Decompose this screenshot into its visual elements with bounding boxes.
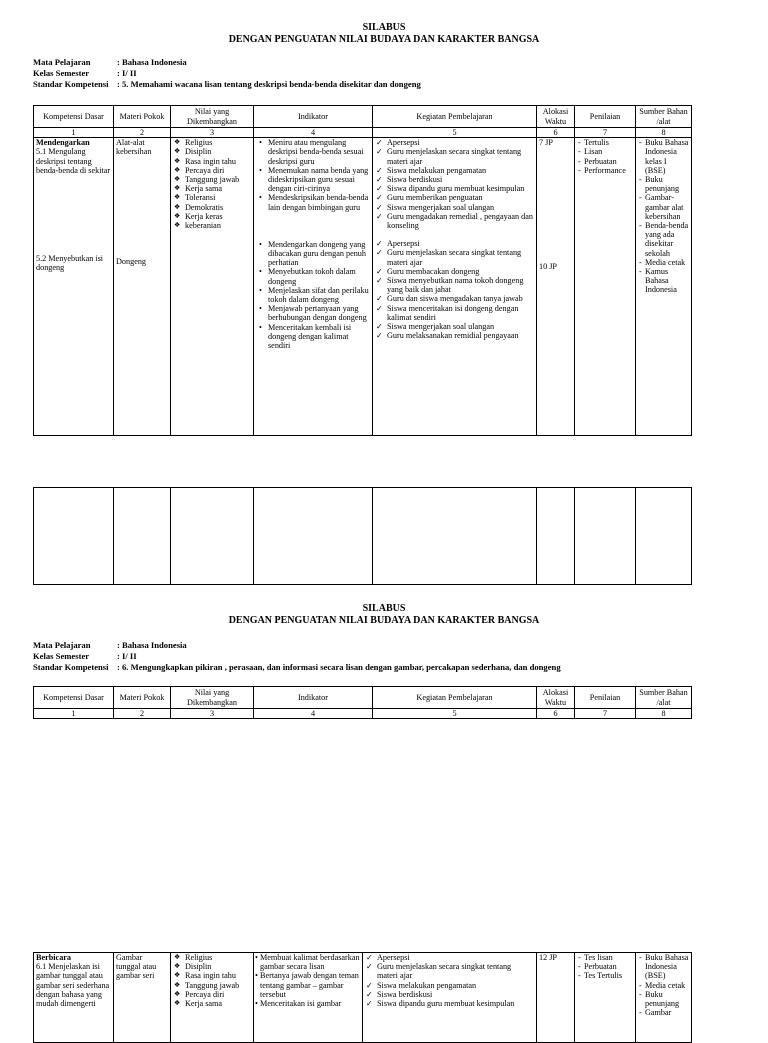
col-number: 3 <box>171 709 254 719</box>
alokasi-value: 7 JP <box>539 138 553 148</box>
list-item: ✓ Siswa mengerjakan soal ulangan <box>375 322 534 331</box>
kegiatan-list <box>375 138 534 230</box>
col-number: 6 <box>537 128 575 138</box>
header-indikator: Indikator <box>254 687 373 709</box>
nilai-cell <box>171 138 254 436</box>
silabus-subtitle: DENGAN PENGUATAN NILAI BUDAYA DAN KARAKTER BANGSA <box>228 615 540 626</box>
sk-label: Standar Kompetensi <box>33 79 109 89</box>
sumber-cell <box>636 953 692 1043</box>
header-sumber: Sumber Bahan /alat <box>636 106 692 128</box>
indikator-list <box>256 953 360 1008</box>
silabus-subtitle: DENGAN PENGUATAN NILAI BUDAYA DAN KARAKTER BANGSA <box>228 34 540 45</box>
list-item: • Mendengarkan dongeng yang dibacakan guru dengan penuh perhatian <box>256 240 370 268</box>
silabus-table-1 <box>33 105 692 436</box>
kelas-label: Kelas Semester <box>33 68 90 78</box>
nilai-cell <box>171 953 254 1043</box>
number-row <box>34 128 692 138</box>
list-item: ❖ Disiplin <box>173 147 251 156</box>
list-item: • Menjawab pertanyaan yang berhubungan dengan dongeng <box>256 304 370 322</box>
sk-value: : 5. Memahami wacana lisan tentang deskripsi benda-benda disekitar dan dongeng <box>117 79 421 89</box>
kd-item: 6.1 Menjelaskan isi gambar tunggal atau gambar seri sederhana dengan bahasa yang mudah dimengerti <box>36 962 110 1009</box>
list-item: ✓ Siswa berdiskusi <box>365 990 534 999</box>
list-item: - Gambar-gambar alat kebersihan <box>638 193 689 221</box>
list-item: - Kamus Bahasa Indonesia <box>638 267 689 295</box>
list-item: ❖ Rasa ingin tahu <box>173 157 251 166</box>
list-item: ✓ Guru dan siswa mengadakan tanya jawab <box>375 294 534 303</box>
silabus-table-3 <box>33 952 692 1043</box>
list-item: - Tertulis <box>577 138 633 147</box>
materi-cell <box>114 953 171 1043</box>
list-item: ❖ Rasa ingin tahu <box>173 971 251 980</box>
materi-item: Gambar tunggal atau gambar seri <box>116 953 157 981</box>
list-item: ✓ Guru memberikan penguatan <box>375 193 534 202</box>
list-item: • Menemukan nama benda yang dideskripsikan guru sesuai dengan ciri-cirinya <box>256 166 370 194</box>
penilaian-cell <box>575 953 636 1043</box>
kd-item: 5.2 Menyebutkan isi dongeng <box>36 254 104 273</box>
col-number: 8 <box>636 709 692 719</box>
list-item: ❖ Demokratis <box>173 203 251 212</box>
header-materi: Materi Pokok <box>114 687 171 709</box>
header-kegiatan: Kegiatan Pembelajaran <box>373 106 537 128</box>
empty-cell <box>254 488 373 585</box>
header-kd: Kompetensi Dasar <box>34 106 114 128</box>
list-item: ✓ Siswa mengerjakan soal ulangan <box>375 203 534 212</box>
alokasi-cell <box>537 138 575 436</box>
penilaian-list <box>577 953 633 981</box>
list-item: ❖ Tanggung jawab <box>173 175 251 184</box>
header-nilai: Nilai yang Dikembangkan <box>171 106 254 128</box>
empty-cell <box>114 488 171 585</box>
list-item: ✓ Siswa melakukan pengamatan <box>365 981 534 990</box>
header-materi: Materi Pokok <box>114 106 171 128</box>
list-item: ❖ Kerja sama <box>173 999 251 1008</box>
list-item: ❖ Tanggung jawab <box>173 981 251 990</box>
list-item: - Performance <box>577 166 633 175</box>
col-number: 4 <box>254 709 373 719</box>
list-item: - Buku penunjang <box>638 175 689 193</box>
list-item: • Meniru atau mengulang deskripsi benda-benda sesuai deskripsi guru <box>256 138 370 166</box>
alokasi-value: 12 JP <box>539 953 557 962</box>
list-item: ✓ Guru menjelaskan secara singkat tentang materi ajar <box>375 248 534 266</box>
col-number: 5 <box>373 128 537 138</box>
materi-item: Dongeng <box>116 256 147 266</box>
list-item: ❖ Religius <box>173 138 251 147</box>
kegiatan-cell <box>373 138 537 436</box>
header-kegiatan: Kegiatan Pembelajaran <box>373 687 537 709</box>
kegiatan-list <box>375 239 534 340</box>
list-item: - Buku penunjang <box>638 990 689 1008</box>
list-item: ✓ Guru mengadakan remedial , pengayaan dan konseling <box>375 212 534 230</box>
silabus-meta-2 <box>33 640 561 673</box>
sk-label: Standar Kompetensi <box>33 662 109 672</box>
list-item: ✓ Siswa melakukan pengamatan <box>375 166 534 175</box>
col-number: 5 <box>373 709 537 719</box>
col-number: 7 <box>575 709 636 719</box>
kelas-value: : I/ II <box>117 651 137 661</box>
list-item: ❖ Religius <box>173 953 251 962</box>
list-item: ✓ Siswa dipandu guru membuat kesimpulan <box>375 184 534 193</box>
indikator-cell <box>254 953 363 1043</box>
header-penilaian: Penilaian <box>575 106 636 128</box>
list-item: - Benda-benda yang ada disekitar sekolah <box>638 221 689 258</box>
kd-heading: Berbicara <box>36 953 72 962</box>
col-number: 3 <box>171 128 254 138</box>
mapel-label: Mata Pelajaran <box>33 57 91 67</box>
list-item: • Menjelaskan sifat dan perilaku tokoh dalam dongeng <box>256 286 370 304</box>
sk-value: : 6. Mengungkapkan pikiran , perasaan, dan informasi secara lisan dengan gambar, percakapan sederhana, dan dongeng <box>117 662 561 672</box>
list-item: - Media cetak <box>638 258 689 267</box>
col-number: 6 <box>537 709 575 719</box>
kegiatan-cell <box>363 953 537 1043</box>
col-number: 2 <box>114 128 171 138</box>
indikator-list <box>256 240 370 350</box>
list-item: - Tes Tertulis <box>577 971 633 980</box>
list-item: ❖ Toleransi <box>173 193 251 202</box>
silabus-title: SILABUS <box>362 603 406 614</box>
header-indikator: Indikator <box>254 106 373 128</box>
list-item: ✓ Guru membacakan dongeng <box>375 267 534 276</box>
list-item: - Buku Bahasa Indonesia (BSE) <box>638 953 689 981</box>
kelas-value: : I/ II <box>117 68 137 78</box>
list-item: - Perbuatan <box>577 962 633 971</box>
table-row <box>34 488 692 585</box>
empty-cell <box>34 488 114 585</box>
header-alokasi: Alokasi Waktu <box>537 687 575 709</box>
indikator-cell <box>254 138 373 436</box>
list-item: - Media cetak <box>638 981 689 990</box>
empty-cell <box>373 488 537 585</box>
header-sumber: Sumber Bahan /alat <box>636 687 692 709</box>
col-number: 7 <box>575 128 636 138</box>
list-item: ❖ Kerja keras <box>173 212 251 221</box>
list-item: • Bertanya jawab dengan teman tentang gambar – gambar tersebut <box>256 971 360 999</box>
list-item: ❖ keberanian <box>173 221 251 230</box>
table-row <box>34 138 692 436</box>
list-item: • Menyebutkan tokoh dalam dongeng <box>256 267 370 285</box>
list-item: • Menceritakan kembali isi dongeng dengan kalimat sendiri <box>256 323 370 351</box>
silabus-meta-1 <box>33 57 421 90</box>
table-row <box>34 953 692 1043</box>
header-alokasi: Alokasi Waktu <box>537 106 575 128</box>
penilaian-cell <box>575 138 636 436</box>
header-row <box>34 106 692 128</box>
list-item: - Gambar <box>638 1008 689 1017</box>
list-item: • Menceritakan isi gambar <box>256 999 360 1008</box>
list-item: ✓ Apersepsi <box>365 953 534 962</box>
alokasi-value: 10 JP <box>539 262 557 272</box>
header-penilaian: Penilaian <box>575 687 636 709</box>
list-item: - Buku Bahasa Indonesia kelas I (BSE) <box>638 138 689 175</box>
header-kd: Kompetensi Dasar <box>34 687 114 709</box>
col-number: 2 <box>114 709 171 719</box>
empty-cell <box>575 488 636 585</box>
list-item: ❖ Percaya diri <box>173 166 251 175</box>
number-row <box>34 709 692 719</box>
mapel-label: Mata Pelajaran <box>33 640 91 650</box>
list-item: ❖ Percaya diri <box>173 990 251 999</box>
penilaian-list <box>577 138 633 175</box>
list-item: ❖ Kerja sama <box>173 184 251 193</box>
silabus-table-2 <box>33 686 692 719</box>
empty-cell <box>537 488 575 585</box>
alokasi-cell <box>537 953 575 1043</box>
list-item: • Mendeskripsikan benda-benda lain dengan bimbingan guru <box>256 193 370 211</box>
kd-cell <box>34 138 114 436</box>
list-item: ✓ Guru menjelaskan secara singkat tentang materi ajar <box>365 962 534 980</box>
sumber-list <box>638 953 689 1017</box>
list-item: - Tes lisan <box>577 953 633 962</box>
list-item: ✓ Siswa menyebutkan nama tokoh dongeng yang baik dan jahat <box>375 276 534 294</box>
list-item: ✓ Guru menjelaskan secara singkat tentang materi ajar <box>375 147 534 165</box>
list-item: ✓ Siswa menceritakan isi dongeng dengan kalimat sendiri <box>375 304 534 322</box>
empty-table <box>33 487 692 585</box>
materi-cell <box>114 138 171 436</box>
sumber-list <box>638 138 689 294</box>
empty-cell <box>636 488 692 585</box>
kd-heading: Mendengarkan <box>36 138 90 148</box>
list-item: ✓ Siswa berdiskusi <box>375 175 534 184</box>
list-item: - Perbuatan <box>577 157 633 166</box>
col-number: 1 <box>34 709 114 719</box>
list-item: ✓ Siswa dipandu guru membuat kesimpulan <box>365 999 534 1008</box>
list-item: ✓ Apersepsi <box>375 239 534 248</box>
empty-cell <box>171 488 254 585</box>
list-item: ❖ Disiplin <box>173 962 251 971</box>
kd-item: 5.1 Mengulang deskripsi tentang benda-benda di sekitar <box>36 147 111 175</box>
col-number: 4 <box>254 128 373 138</box>
kegiatan-list <box>365 953 534 1008</box>
nilai-list <box>173 953 251 1008</box>
indikator-list <box>256 138 370 212</box>
header-nilai: Nilai yang Dikembangkan <box>171 687 254 709</box>
col-number: 8 <box>636 128 692 138</box>
list-item: - Lisan <box>577 147 633 156</box>
list-item: ✓ Guru melaksanakan remidial pengayaan <box>375 331 534 340</box>
header-row <box>34 687 692 709</box>
materi-item: Alat-alat kebersihan <box>116 138 152 157</box>
list-item: • Membuat kalimat berdasarkan gambar secara lisan <box>256 953 360 971</box>
silabus-title: SILABUS <box>362 22 406 33</box>
col-number: 1 <box>34 128 114 138</box>
nilai-list <box>173 138 251 230</box>
kelas-label: Kelas Semester <box>33 651 90 661</box>
list-item: ✓ Apersepsi <box>375 138 534 147</box>
mapel-value: : Bahasa Indonesia <box>117 640 187 650</box>
kd-cell <box>34 953 114 1043</box>
mapel-value: : Bahasa Indonesia <box>117 57 187 67</box>
sumber-cell <box>636 138 692 436</box>
